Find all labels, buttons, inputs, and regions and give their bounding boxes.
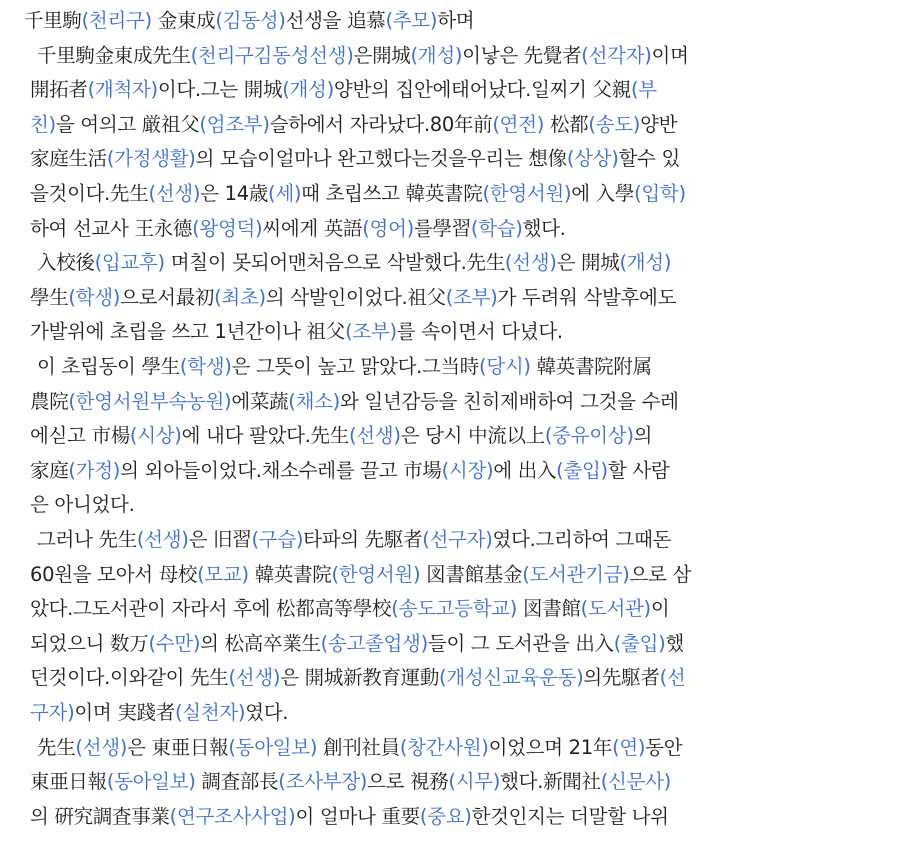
hanja-text: 했 bbox=[665, 631, 685, 655]
hangul-reading: (학생) bbox=[179, 355, 232, 378]
hanja-text: 의 硏究調査事業 bbox=[30, 804, 170, 828]
hangul-reading: (한영서원부속농원) bbox=[68, 389, 232, 413]
paragraph-first-line bbox=[37, 246, 671, 280]
hangul-reading: (선 bbox=[659, 666, 686, 690]
hanja-text: 은開城 bbox=[353, 43, 411, 67]
hanja-text: 의 외아들이었다.채소수레를 끌고 市場 bbox=[120, 458, 442, 482]
hanja-text: 學生 bbox=[30, 285, 69, 309]
paragraph-first-line bbox=[37, 731, 682, 765]
paragraph-line bbox=[30, 385, 679, 419]
paragraph-line bbox=[30, 212, 566, 246]
hangul-reading: (연구조사사업) bbox=[169, 804, 296, 828]
hanja-text: 했다.新聞社 bbox=[500, 770, 601, 794]
hanja-text: 동안 bbox=[645, 735, 683, 759]
hanja-text: 은 開城 bbox=[556, 251, 620, 275]
hanja-text: 入校後 bbox=[37, 251, 95, 275]
hanja-text: 할 사람 bbox=[607, 458, 670, 482]
hanja-text: 農院 bbox=[30, 389, 69, 413]
hanja-text: 하며 bbox=[437, 9, 475, 32]
hangul-reading: (추모) bbox=[385, 9, 438, 32]
hanja-text: 하여 선교사 王永德 bbox=[30, 216, 193, 240]
hanja-text: 에 出入 bbox=[493, 458, 557, 482]
hanja-text: 타파의 先駆者 bbox=[303, 528, 423, 551]
hanja-text: 이었으며 21年 bbox=[488, 735, 613, 759]
paragraph-line bbox=[30, 315, 563, 349]
hanja-text: 그러나 先生 bbox=[37, 528, 137, 551]
hangul-reading: (왕영덕) bbox=[192, 216, 263, 240]
hangul-reading: (가정생활) bbox=[106, 147, 196, 171]
paragraph-line bbox=[30, 454, 669, 488]
paragraph-line bbox=[30, 142, 680, 176]
document-title bbox=[24, 4, 474, 38]
hanja-text: 을 여의고 厳祖父 bbox=[55, 112, 200, 136]
hangul-reading: (중요) bbox=[419, 804, 472, 828]
hanja-text: 은 14歳 bbox=[200, 182, 269, 205]
hanja-text: 았다.그도서관이 자라서 후에 松都高等學校 bbox=[30, 597, 392, 621]
hangul-reading: (시무) bbox=[448, 770, 501, 794]
hangul-reading: (김동성) bbox=[215, 9, 286, 32]
hangul-reading: (송고졸업생) bbox=[320, 631, 428, 655]
hangul-reading: (입교후) bbox=[94, 251, 165, 275]
hangul-reading: (세) bbox=[268, 182, 302, 205]
hangul-reading: (송도고등학교) bbox=[391, 597, 518, 621]
hanja-text: 를學習 bbox=[413, 216, 471, 240]
hangul-reading: (구습) bbox=[251, 528, 304, 551]
paragraph-first-line bbox=[37, 39, 689, 73]
paragraph-first-line bbox=[37, 523, 671, 557]
hanja-text: 들이 그 도서관을 出入 bbox=[427, 631, 614, 655]
hanja-text: 할수 있 bbox=[618, 147, 681, 171]
hangul-reading: (출입) bbox=[613, 631, 666, 655]
hanja-text: 이 초립동이 學生 bbox=[37, 355, 180, 378]
hanja-text: 이 bbox=[650, 597, 670, 621]
hanja-text: 韓英書院 bbox=[248, 562, 332, 586]
hangul-reading: (시상) bbox=[129, 424, 182, 448]
hanja-text: 開拓者 bbox=[30, 78, 88, 102]
hanja-text: 은 아니었다. bbox=[30, 493, 135, 517]
hangul-reading: (학생) bbox=[68, 285, 121, 309]
hangul-reading: (한영서원) bbox=[331, 562, 421, 586]
paragraph-line bbox=[30, 419, 652, 453]
hanja-text: 松都 bbox=[544, 112, 589, 136]
hangul-reading: (송도) bbox=[588, 112, 641, 136]
hanja-text: 한것인지는 더말할 나위 bbox=[471, 804, 669, 828]
hangul-reading: (시장) bbox=[441, 458, 494, 482]
hanja-text: 던것이다.이와같이 先生 bbox=[30, 666, 229, 690]
hangul-reading: (개성) bbox=[282, 78, 334, 102]
hanja-text: 은 東亜日報 bbox=[127, 735, 229, 759]
hanja-text: 양반의 집안에태어났다.일찌기 父親 bbox=[333, 78, 631, 102]
hangul-reading: (선생) bbox=[148, 182, 201, 205]
hanja-text: 였다.그리하여 그때돈 bbox=[492, 528, 672, 551]
hanja-text: 했다. bbox=[522, 216, 566, 240]
hangul-reading: (조부) bbox=[345, 320, 397, 344]
hangul-reading: (조사부장) bbox=[278, 770, 368, 794]
hanja-text: 으로 삼 bbox=[629, 562, 692, 586]
hanja-text: 創刊社員 bbox=[317, 735, 400, 759]
hanja-text: 은 開城新教育運動 bbox=[280, 666, 440, 690]
hanja-text: 며칠이 못되어맨처음으로 삭발했다.先生 bbox=[164, 251, 505, 275]
hangul-reading: (선각자) bbox=[581, 43, 652, 67]
hangul-reading: (동아일보) bbox=[106, 770, 196, 794]
hanja-text: 家庭 bbox=[30, 458, 69, 482]
hangul-reading: (채소) bbox=[288, 389, 340, 413]
hanja-text: 이 얼마나 重要 bbox=[295, 804, 420, 828]
hangul-reading: 친) bbox=[30, 112, 56, 136]
hangul-reading: (모교) bbox=[197, 562, 249, 586]
hanja-text: 은 旧習 bbox=[188, 528, 252, 551]
hangul-reading: (최초) bbox=[214, 285, 266, 309]
hangul-reading: (가정) bbox=[68, 458, 121, 482]
hangul-reading: (개성) bbox=[619, 251, 672, 275]
paragraph-line bbox=[30, 177, 686, 211]
hanja-text: 에 내다 팔았다.先生 bbox=[181, 424, 349, 448]
hanja-text: 의 松高卒業生 bbox=[200, 631, 321, 655]
hangul-reading: (선생) bbox=[348, 424, 401, 448]
hanja-text: 의 모습이얼마나 완고했다는것을우리는 想像 bbox=[195, 147, 567, 171]
hanja-text: 에싣고 市楊 bbox=[30, 424, 130, 448]
hangul-reading: (개성신교육운동) bbox=[439, 666, 584, 690]
hanja-text: 이며 bbox=[651, 43, 689, 67]
hanja-text: 을것이다.先生 bbox=[30, 182, 149, 205]
hangul-reading: (신문사) bbox=[600, 770, 671, 794]
hangul-reading: (연전) bbox=[492, 112, 545, 136]
hangul-reading: (개척자) bbox=[87, 78, 158, 102]
paragraph-line bbox=[30, 661, 685, 695]
hanja-text: 이낳은 先覺者 bbox=[462, 43, 582, 67]
hanja-text: 되었으니 数万 bbox=[30, 631, 149, 655]
hanja-text: 은 그뜻이 높고 맑았다.그当時 bbox=[231, 355, 479, 378]
hanja-text: 의先駆者 bbox=[583, 666, 660, 690]
hanja-text: 이며 実踐者 bbox=[74, 701, 175, 724]
hanja-text: 千里駒金東成先生 bbox=[37, 43, 191, 67]
hanja-text: 와 일년감등을 친히제배하여 그것을 수레 bbox=[339, 389, 679, 413]
hangul-reading: (개성) bbox=[410, 43, 463, 67]
hangul-reading: (창간사원) bbox=[399, 735, 489, 759]
paragraph-line bbox=[30, 108, 677, 142]
hangul-reading: (선구자) bbox=[422, 528, 493, 551]
hangul-reading: (실천자) bbox=[174, 701, 246, 724]
hangul-reading: (천리구) bbox=[81, 9, 152, 32]
hanja-text: 調査部長 bbox=[195, 770, 279, 794]
hangul-reading: (엄조부) bbox=[199, 112, 270, 136]
paragraph-line bbox=[30, 488, 134, 522]
hangul-reading: (출입) bbox=[556, 458, 608, 482]
hangul-reading: (입학) bbox=[634, 182, 686, 205]
paragraph-line bbox=[30, 800, 669, 834]
hangul-reading: (연) bbox=[612, 735, 646, 759]
hangul-reading: (도서관기금) bbox=[522, 562, 630, 586]
paragraph-line bbox=[30, 558, 691, 592]
hangul-reading: (학습) bbox=[470, 216, 523, 240]
hangul-reading: (상상) bbox=[566, 147, 619, 171]
paragraph-line bbox=[30, 696, 288, 730]
hanja-text: 씨에게 英語 bbox=[262, 216, 363, 240]
hanja-text: 60원을 모아서 母校 bbox=[30, 562, 198, 586]
hanja-text: 를 속이면서 다녔다. bbox=[396, 320, 563, 344]
hanja-text: 韓英書院附属 bbox=[530, 355, 652, 378]
hanja-text: 에 入學 bbox=[571, 182, 635, 205]
hanja-text: 家庭生活 bbox=[30, 147, 107, 171]
hangul-reading: (천리구김동성선생) bbox=[190, 43, 354, 67]
hanja-text: 선생을 追慕 bbox=[285, 9, 386, 32]
hangul-reading: (조부) bbox=[445, 285, 498, 309]
hanja-text: 図書館基金 bbox=[420, 562, 523, 586]
hanja-text: 가발위에 초립을 쓰고 1년간이나 祖父 bbox=[30, 320, 346, 344]
hangul-reading: (동아일보) bbox=[228, 735, 318, 759]
hanja-text: 때 초립쓰고 韓英書院 bbox=[301, 182, 483, 205]
hangul-reading: (도서관) bbox=[580, 597, 651, 621]
paragraph-line bbox=[30, 592, 669, 626]
hanja-text: 千里駒 bbox=[24, 9, 82, 32]
hanja-text: 図書館 bbox=[517, 597, 581, 621]
hangul-reading: (선생) bbox=[228, 666, 281, 690]
hanja-text: 가 두려워 삭발후에도 bbox=[497, 285, 677, 309]
hangul-reading: (당시) bbox=[478, 355, 531, 378]
hanja-text: 에菜蔬 bbox=[231, 389, 289, 413]
hangul-reading: 구자) bbox=[30, 701, 75, 724]
paragraph-line bbox=[30, 73, 657, 107]
hanja-text: 先生 bbox=[37, 735, 76, 759]
hanja-text: 양반 bbox=[640, 112, 678, 136]
hanja-text: 으로 視務 bbox=[367, 770, 449, 794]
hangul-reading: (선생) bbox=[136, 528, 189, 551]
paragraph-line bbox=[30, 281, 676, 315]
hanja-text: 의 삭발인이었다.祖父 bbox=[265, 285, 446, 309]
hangul-reading: (선생) bbox=[504, 251, 557, 275]
hanja-text: 東亜日報 bbox=[30, 770, 107, 794]
paragraph-line bbox=[30, 765, 671, 799]
hanja-text: 의 bbox=[633, 424, 653, 448]
hangul-reading: (영어) bbox=[362, 216, 414, 240]
hanja-text: 였다. bbox=[245, 701, 289, 724]
paragraph-line bbox=[30, 627, 684, 661]
hanja-text: 으로서最初 bbox=[120, 285, 215, 309]
hanja-text: 이다.그는 開城 bbox=[157, 78, 283, 102]
paragraph-first-line bbox=[37, 350, 652, 384]
hanja-text: 金東成 bbox=[151, 9, 216, 32]
hanja-text: 은 당시 中流以上 bbox=[400, 424, 545, 448]
hanja-text: 슬하에서 자라났다.80年前 bbox=[269, 112, 493, 136]
hangul-reading: (선생) bbox=[75, 735, 128, 759]
hangul-reading: (부 bbox=[630, 78, 657, 102]
hangul-reading: (한영서원) bbox=[482, 182, 572, 205]
hangul-reading: (중유이상) bbox=[544, 424, 634, 448]
hangul-reading: (수만) bbox=[148, 631, 201, 655]
